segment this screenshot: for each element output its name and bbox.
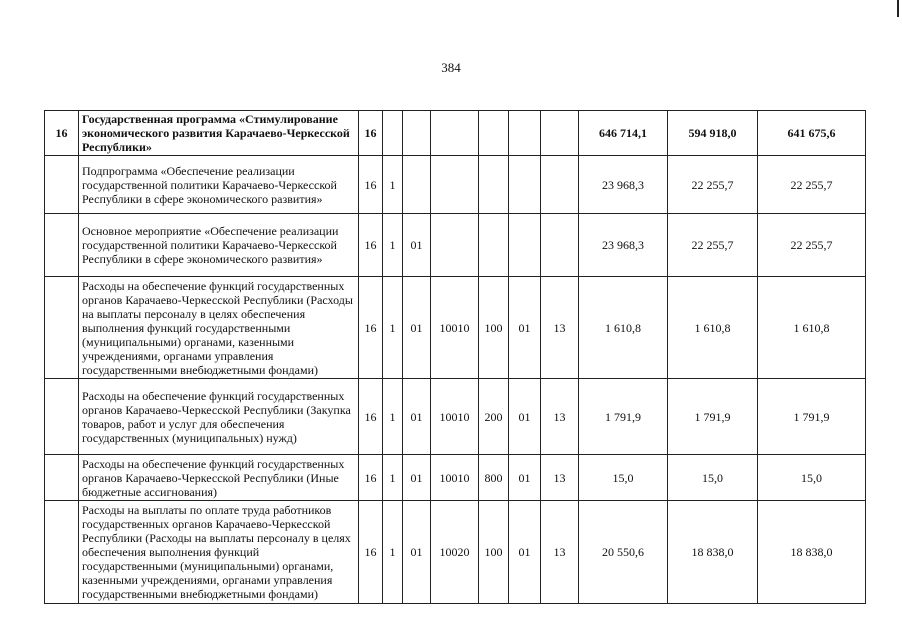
row-description: Государственная программа «Стимулирование экономического развития Карачаево-Черкесской Республики» [79,111,359,156]
code-target [431,214,479,277]
code-target: 10020 [431,501,479,604]
code-ministry: 16 [359,455,383,501]
row-description: Расходы на обеспечение функций государственных органов Карачаево-Черкесской Республики (Иные бюджетные ассигнования) [79,455,359,501]
code-subsection: 01 [403,277,431,379]
budget-table [44,110,866,604]
code-expense-type [479,111,509,156]
row-description: Основное мероприятие «Обеспечение реализации государственной политики Карачаево-Черкесской Республики в сфере экономического развития» [79,214,359,277]
amount-year1: 646 714,1 [579,111,668,156]
code-ministry: 16 [359,156,383,214]
row-number [45,156,79,214]
amount-year1: 23 968,3 [579,214,668,277]
code-subsection2 [541,111,579,156]
code-subsection [403,156,431,214]
code-section: 1 [383,277,403,379]
row-number [45,277,79,379]
code-expense-type: 100 [479,501,509,604]
amount-year2: 22 255,7 [668,156,758,214]
code-ministry: 16 [359,501,383,604]
code-section: 1 [383,501,403,604]
amount-year1: 1 610,8 [579,277,668,379]
code-section2 [509,214,541,277]
code-subsection: 01 [403,379,431,455]
amount-year1: 23 968,3 [579,156,668,214]
code-subsection2: 13 [541,501,579,604]
table-row [45,501,866,604]
amount-year2: 1 610,8 [668,277,758,379]
table-row [45,277,866,379]
code-section2: 01 [509,379,541,455]
table-row [45,379,866,455]
code-section: 1 [383,379,403,455]
code-target: 10010 [431,379,479,455]
amount-year3: 641 675,6 [758,111,866,156]
code-expense-type [479,156,509,214]
amount-year3: 1 791,9 [758,379,866,455]
code-ministry: 16 [359,214,383,277]
amount-year1: 1 791,9 [579,379,668,455]
amount-year2: 18 838,0 [668,501,758,604]
row-number [45,455,79,501]
code-subsection: 01 [403,214,431,277]
code-subsection [403,111,431,156]
code-ministry: 16 [359,379,383,455]
code-section [383,111,403,156]
code-expense-type: 800 [479,455,509,501]
row-number [45,379,79,455]
code-section: 1 [383,455,403,501]
amount-year2: 1 791,9 [668,379,758,455]
code-subsection: 01 [403,501,431,604]
code-section2 [509,111,541,156]
row-description: Расходы на обеспечение функций государственных органов Карачаево-Черкесской Республики (Расходы на выплаты персоналу в целях обеспечения выполнения функций государственными (муниципальными) органами, казенными учреждениями, органами управления государственными внебюджетными фондами) [79,277,359,379]
row-number [45,501,79,604]
code-expense-type [479,214,509,277]
code-expense-type: 200 [479,379,509,455]
code-target [431,111,479,156]
table-row [45,156,866,214]
table-row [45,455,866,501]
code-section2 [509,156,541,214]
amount-year3: 1 610,8 [758,277,866,379]
amount-year2: 22 255,7 [668,214,758,277]
amount-year1: 15,0 [579,455,668,501]
code-ministry: 16 [359,277,383,379]
code-section: 1 [383,156,403,214]
amount-year2: 15,0 [668,455,758,501]
code-target: 10010 [431,277,479,379]
code-target: 10010 [431,455,479,501]
row-number [45,214,79,277]
table-row [45,214,866,277]
code-subsection: 01 [403,455,431,501]
amount-year3: 15,0 [758,455,866,501]
code-ministry: 16 [359,111,383,156]
code-section: 1 [383,214,403,277]
code-subsection2: 13 [541,277,579,379]
code-expense-type: 100 [479,277,509,379]
amount-year3: 22 255,7 [758,156,866,214]
code-section2: 01 [509,277,541,379]
amount-year3: 22 255,7 [758,214,866,277]
table-row [45,111,866,156]
amount-year2: 594 918,0 [668,111,758,156]
amount-year1: 20 550,6 [579,501,668,604]
code-section2: 01 [509,501,541,604]
page-number: 384 [441,60,461,75]
code-subsection2 [541,214,579,277]
row-description: Подпрограмма «Обеспечение реализации государственной политики Карачаево-Черкесской Республики в сфере экономического развития» [79,156,359,214]
code-target [431,156,479,214]
code-subsection2 [541,156,579,214]
row-description: Расходы на выплаты по оплате труда работников государственных органов Карачаево-Черкесской Республики (Расходы на выплаты персоналу в целях обеспечения выполнения функций государственными (муниципальными) органами, казенными учреждениями, органами управления государственными внебюджетными фондами) [79,501,359,604]
amount-year3: 18 838,0 [758,501,866,604]
row-number: 16 [45,111,79,156]
code-subsection2: 13 [541,379,579,455]
row-description: Расходы на обеспечение функций государственных органов Карачаево-Черкесской Республики (Закупка товаров, работ и услуг для обеспечения государственных (муниципальных) нужд) [79,379,359,455]
code-section2: 01 [509,455,541,501]
code-subsection2: 13 [541,455,579,501]
page-edge-mark [897,0,899,17]
